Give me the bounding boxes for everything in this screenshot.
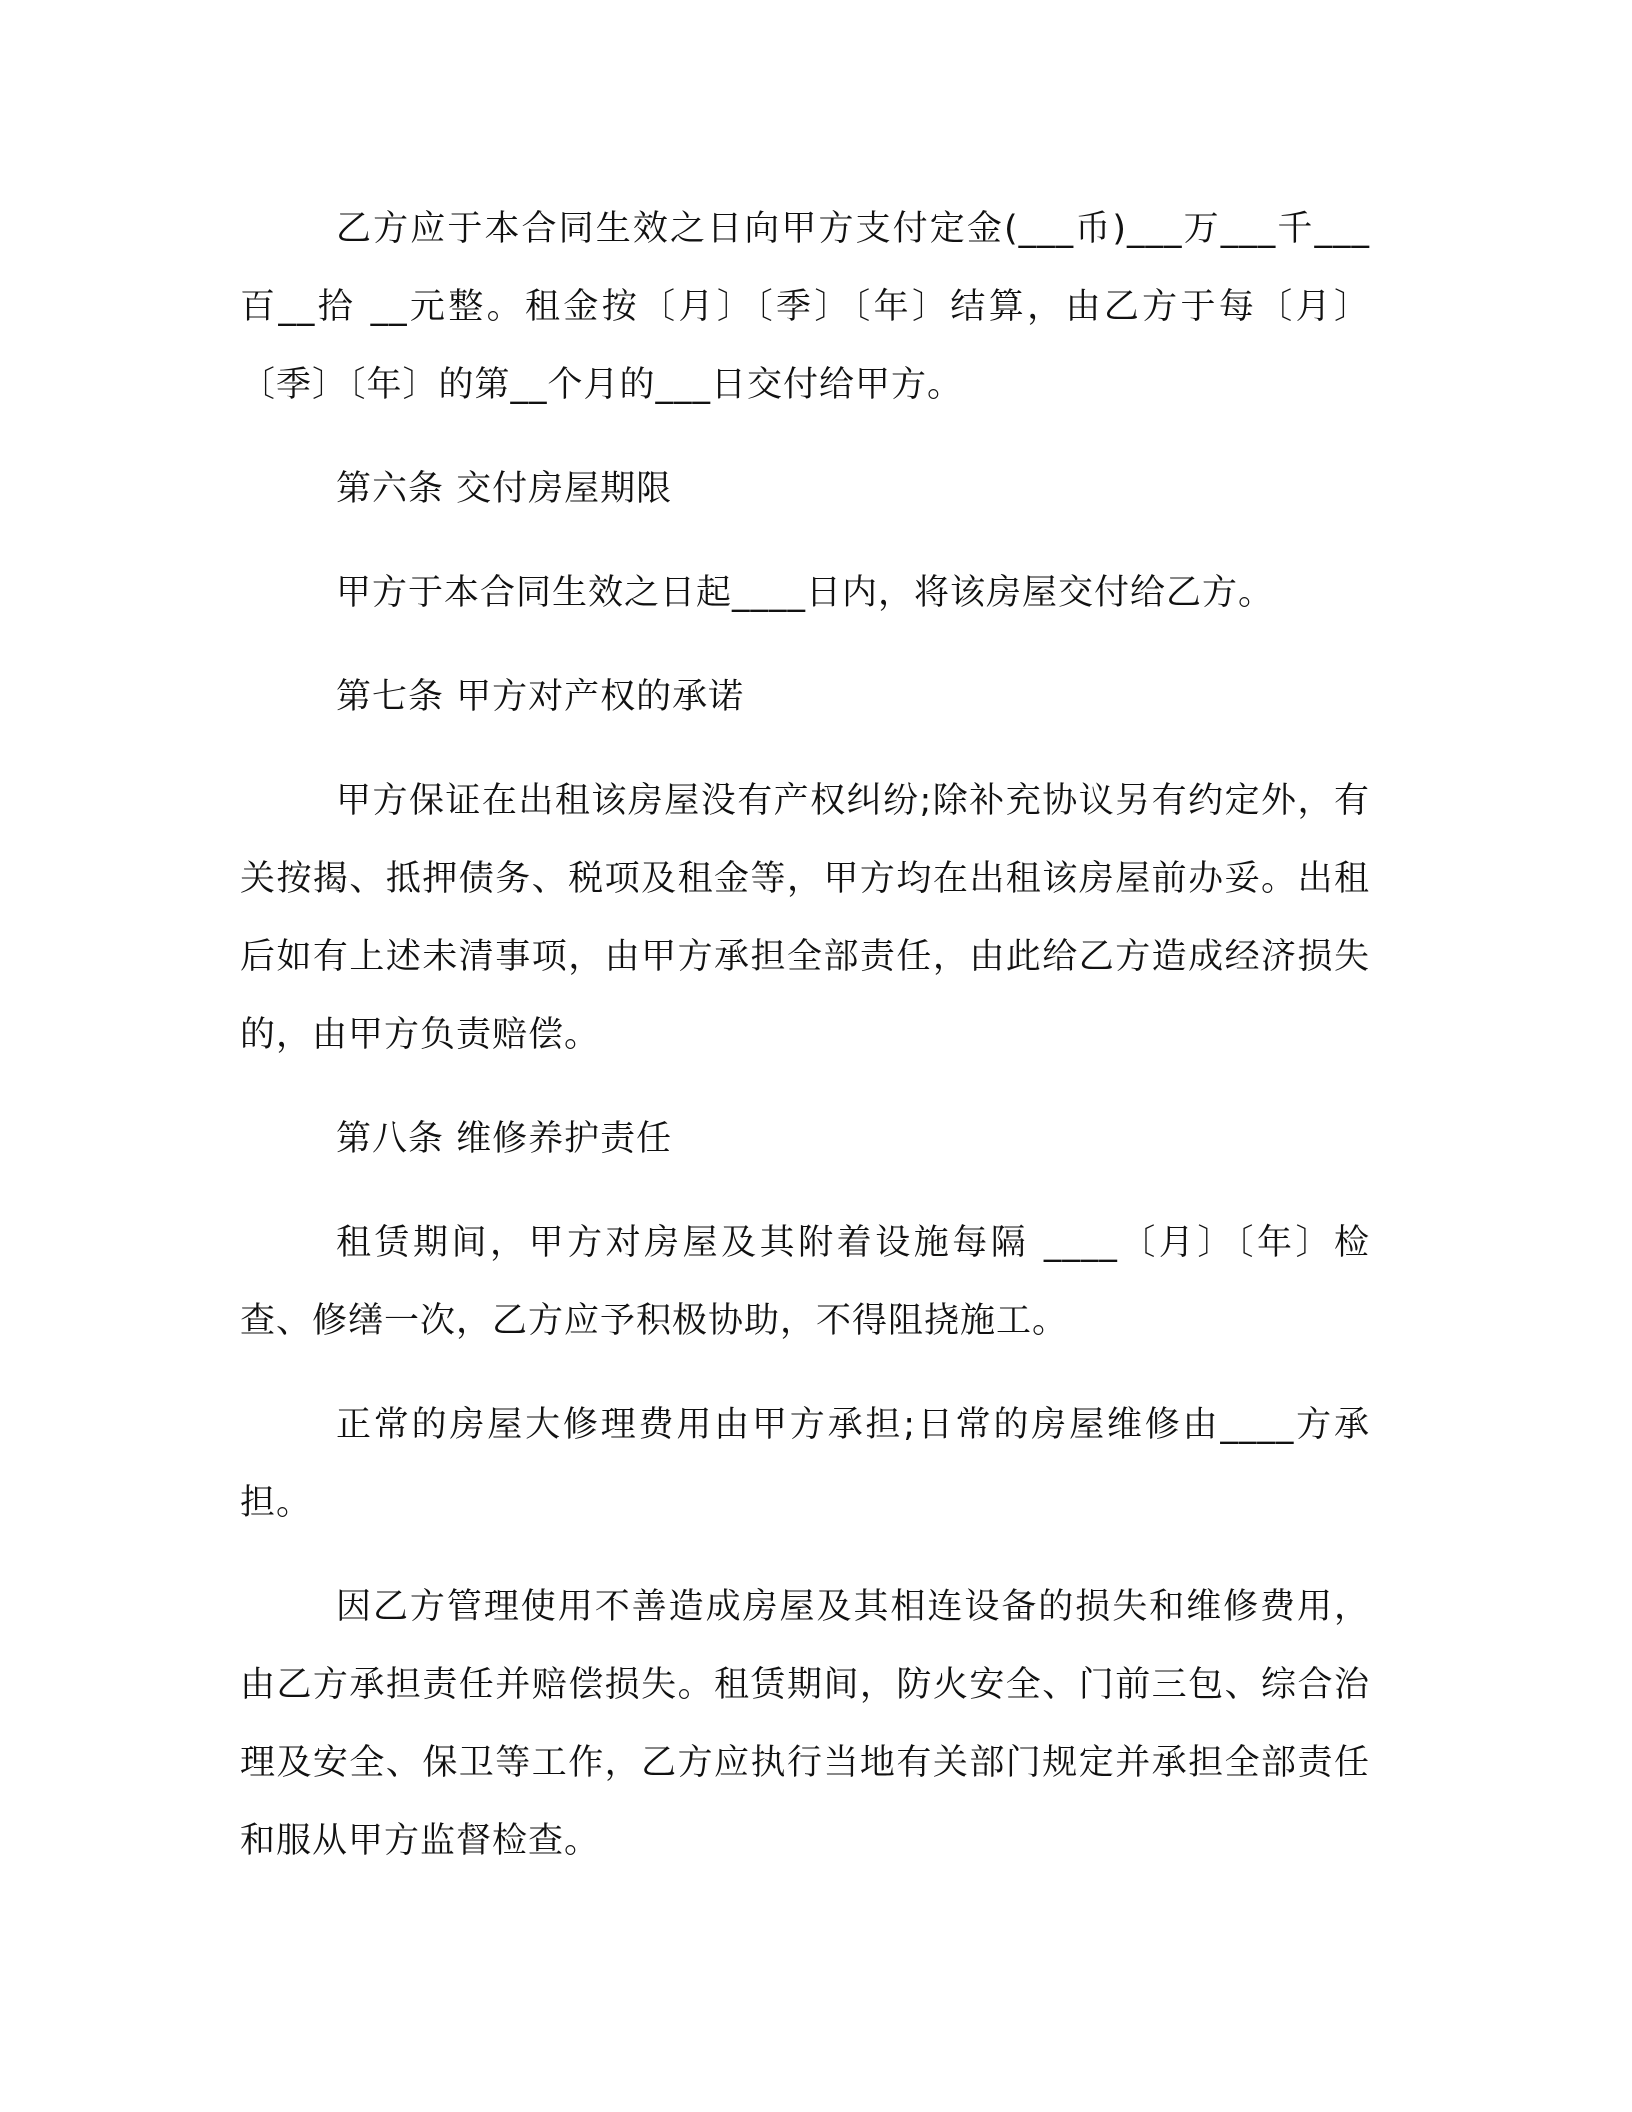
heading-article-7: 第七条 甲方对产权的承诺 <box>336 677 745 717</box>
paragraph-delivery-term: 甲方于本合同生效之日起____日内，将该房屋交付给乙方。 <box>336 573 1275 613</box>
paragraph-repair-costs: 正常的房屋大修理费用由甲方承担;日常的房屋维修由____方承担。 <box>240 1405 1370 1523</box>
paragraph-liability: 因乙方管理使用不善造成房屋及其相连设备的损失和维修费用，由乙方承担责任并赔偿损失。租赁期间，防火安全、门前三包、综合治理及安全、保卫等工作，乙方应执行当地有关部门规定并承担全部责任和服从甲方监督检查。 <box>240 1587 1370 1861</box>
heading-article-6: 第六条 交付房屋期限 <box>336 469 673 509</box>
paragraph-deposit-rent: 乙方应于本合同生效之日向甲方支付定金(___币)___万___千___百__拾 __元整。租金按〔月〕〔季〕〔年〕结算，由乙方于每〔月〕〔季〕〔年〕的第__个月的___日交付给甲方。 <box>240 209 1370 405</box>
heading-article-8: 第八条 维修养护责任 <box>336 1119 673 1159</box>
paragraph-property-rights: 甲方保证在出租该房屋没有产权纠纷;除补充协议另有约定外，有关按揭、抵押债务、税项及租金等，甲方均在出租该房屋前办妥。出租后如有上述未清事项，由甲方承担全部责任，由此给乙方造成经济损失的，由甲方负责赔偿。 <box>240 781 1370 1055</box>
document-page <box>240 190 1370 1906</box>
paragraph-inspection: 租赁期间，甲方对房屋及其附着设施每隔 ____〔月〕〔年〕检查、修缮一次，乙方应予积极协助，不得阻挠施工。 <box>240 1223 1370 1341</box>
